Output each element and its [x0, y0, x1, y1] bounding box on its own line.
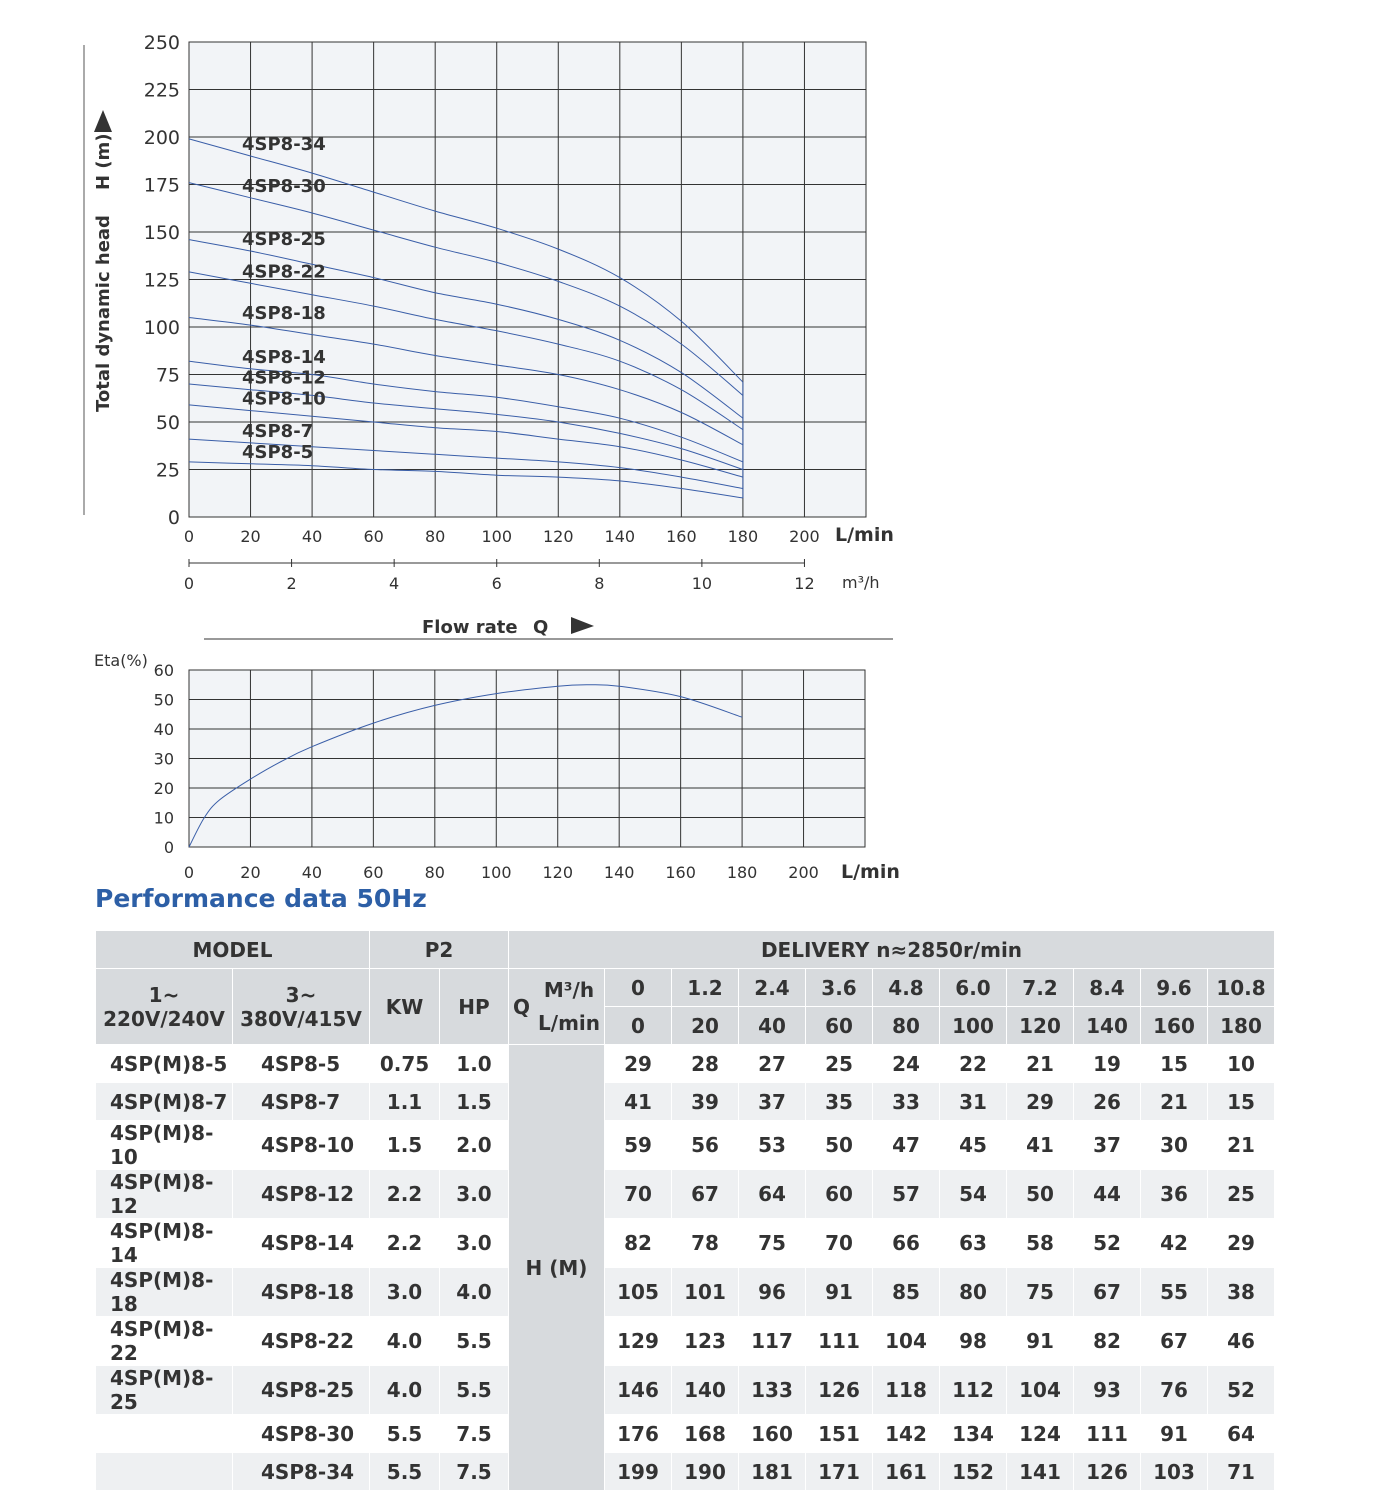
- right-arrow-icon: [571, 617, 594, 634]
- eta-y-tick-label: 60: [153, 661, 174, 680]
- y-tick-label: 175: [143, 174, 180, 197]
- table-row: [96, 1121, 1275, 1170]
- eta-x-ticks: [184, 863, 819, 882]
- head-value-cell: 199: [605, 1453, 672, 1491]
- y-tick-label: 225: [143, 79, 180, 102]
- eta-chart: [0, 650, 1400, 890]
- model-3phase-cell: 4SP8-12: [233, 1170, 370, 1219]
- secondary-tick-label: 6: [491, 574, 502, 593]
- model-3phase-cell: 4SP8-34: [233, 1453, 370, 1491]
- header-row-1: [96, 931, 1275, 969]
- series-label: 4SP8-5: [242, 441, 314, 463]
- head-value-cell: 85: [873, 1268, 940, 1317]
- head-value-cell: 70: [806, 1219, 873, 1268]
- head-value-cell: 36: [1141, 1170, 1208, 1219]
- hp-cell: 7.5: [440, 1453, 509, 1491]
- head-value-cell: 171: [806, 1453, 873, 1491]
- head-value-cell: 103: [1141, 1453, 1208, 1491]
- head-value-cell: 54: [940, 1170, 1007, 1219]
- kw-header: KW: [370, 969, 440, 1045]
- eta-y-tick-label: 20: [153, 779, 174, 798]
- kw-cell: 3.0: [370, 1268, 440, 1317]
- head-value-cell: 66: [873, 1219, 940, 1268]
- head-value-cell: 146: [605, 1366, 672, 1415]
- kw-cell: 4.0: [370, 1317, 440, 1366]
- head-value-cell: 181: [739, 1453, 806, 1491]
- secondary-tick-label: 12: [794, 574, 815, 593]
- x-tick-label: 80: [425, 527, 446, 546]
- head-value-cell: 56: [672, 1121, 739, 1170]
- head-value-cell: 63: [940, 1219, 1007, 1268]
- model-1phase-cell: 4SP(M)8-14: [96, 1219, 233, 1268]
- head-value-cell: 37: [739, 1083, 806, 1121]
- head-value-cell: 134: [940, 1415, 1007, 1453]
- head-value-cell: 15: [1141, 1045, 1208, 1083]
- head-value-cell: 140: [672, 1366, 739, 1415]
- hp-cell: 2.0: [440, 1121, 509, 1170]
- model-1phase-cell: 4SP(M)8-22: [96, 1317, 233, 1366]
- head-x-ticks: [184, 527, 820, 546]
- q-symbol: Q: [513, 994, 531, 1019]
- head-unit-cell: H (M): [509, 1045, 605, 1491]
- head-value-cell: 41: [1007, 1121, 1074, 1170]
- m3h-cell: 10.8: [1208, 969, 1275, 1007]
- model-3phase-cell: 4SP8-22: [233, 1317, 370, 1366]
- head-value-cell: 117: [739, 1317, 806, 1366]
- lmin-cell: 80: [873, 1007, 940, 1045]
- head-value-cell: 44: [1074, 1170, 1141, 1219]
- head-value-cell: 76: [1141, 1366, 1208, 1415]
- eta-x-tick-label: 0: [183, 863, 195, 882]
- head-value-cell: 91: [806, 1268, 873, 1317]
- head-value-cell: 22: [940, 1045, 1007, 1083]
- series-label: 4SP8-30: [242, 175, 326, 197]
- lmin-cell: 0: [605, 1007, 672, 1045]
- head-value-cell: 111: [1074, 1415, 1141, 1453]
- head-value-cell: 71: [1208, 1453, 1275, 1491]
- head-value-cell: 64: [1208, 1415, 1275, 1453]
- eta-x-tick-label: 160: [665, 863, 696, 882]
- head-value-cell: 93: [1074, 1366, 1141, 1415]
- table-row: [96, 1170, 1275, 1219]
- phase1-header: [96, 969, 233, 1045]
- flow-rate-label: Flow rate: [422, 617, 518, 638]
- head-value-cell: 25: [806, 1045, 873, 1083]
- eta-y-tick-label: 50: [153, 690, 174, 710]
- head-value-cell: 91: [1141, 1415, 1208, 1453]
- model-3phase-cell: 4SP8-14: [233, 1219, 370, 1268]
- model-3phase-cell: 4SP8-30: [233, 1415, 370, 1453]
- model-1phase-cell: 4SP(M)8-18: [96, 1268, 233, 1317]
- series-label: 4SP8-7: [242, 420, 314, 442]
- head-value-cell: 29: [605, 1045, 672, 1083]
- x-tick-label: 0: [183, 527, 195, 546]
- x-unit-label: L/min: [835, 524, 894, 546]
- eta-grid: [189, 670, 865, 847]
- head-value-cell: 141: [1007, 1453, 1074, 1491]
- model-3phase-cell: 4SP8-10: [233, 1121, 370, 1170]
- m3h-cell: 1.2: [672, 969, 739, 1007]
- delivery-header: DELIVERY n≈2850r/min: [509, 931, 1275, 969]
- head-value-cell: 41: [605, 1083, 672, 1121]
- eta-y-tick-label: 10: [153, 808, 174, 828]
- phase3-voltage: 380V/415V: [240, 1006, 362, 1031]
- m3h-cell: 0: [605, 969, 672, 1007]
- eta-x-tick-label: 60: [363, 863, 384, 882]
- y-axis-label: Total dynamic head: [93, 215, 114, 412]
- series-label: 4SP8-22: [242, 261, 326, 283]
- m3h-unit: M³/h: [543, 977, 595, 1002]
- model-3phase-cell: 4SP8-25: [233, 1366, 370, 1415]
- kw-cell: 4.0: [370, 1366, 440, 1415]
- lmin-cell: 160: [1141, 1007, 1208, 1045]
- head-value-cell: 52: [1074, 1219, 1141, 1268]
- lmin-unit: L/min: [538, 1010, 600, 1035]
- up-arrow-icon: [94, 110, 112, 132]
- head-y-ticks: [144, 32, 180, 529]
- lmin-cell: 40: [739, 1007, 806, 1045]
- x-tick-label: 160: [666, 527, 697, 546]
- head-value-cell: 70: [605, 1170, 672, 1219]
- lmin-cell: 180: [1208, 1007, 1275, 1045]
- eta-x-tick-label: 200: [788, 863, 819, 882]
- eta-x-unit-label: L/min: [841, 861, 900, 883]
- head-value-cell: 101: [672, 1268, 739, 1317]
- head-value-cell: 29: [1208, 1219, 1275, 1268]
- head-value-cell: 31: [940, 1083, 1007, 1121]
- m3h-cell: 2.4: [739, 969, 806, 1007]
- secondary-tick-label: 0: [183, 574, 195, 593]
- kw-cell: 5.5: [370, 1453, 440, 1491]
- eta-x-tick-label: 140: [603, 863, 635, 882]
- m3h-cell: 7.2: [1007, 969, 1074, 1007]
- lmin-cell: 60: [806, 1007, 873, 1045]
- head-value-cell: 126: [1074, 1453, 1141, 1491]
- head-value-cell: 52: [1208, 1366, 1275, 1415]
- table-row: [96, 1366, 1275, 1415]
- head-value-cell: 133: [739, 1366, 806, 1415]
- head-value-cell: 27: [739, 1045, 806, 1083]
- series-label: 4SP8-10: [242, 388, 326, 410]
- head-value-cell: 37: [1074, 1121, 1141, 1170]
- head-value-cell: 105: [605, 1268, 672, 1317]
- phase3-header: [233, 969, 370, 1045]
- head-value-cell: 57: [873, 1170, 940, 1219]
- lmin-cell: 20: [672, 1007, 739, 1045]
- eta-x-tick-label: 120: [542, 863, 574, 882]
- x-tick-label: 200: [789, 527, 820, 546]
- head-value-cell: 21: [1208, 1121, 1275, 1170]
- x-tick-label: 20: [240, 527, 261, 546]
- head-value-cell: 21: [1141, 1083, 1208, 1121]
- head-value-cell: 67: [672, 1170, 739, 1219]
- performance-title: Performance data 50Hz: [95, 884, 427, 913]
- head-value-cell: 118: [873, 1366, 940, 1415]
- head-value-cell: 39: [672, 1083, 739, 1121]
- hp-cell: 7.5: [440, 1415, 509, 1453]
- y-tick-label: 100: [143, 317, 180, 339]
- head-value-cell: 42: [1141, 1219, 1208, 1268]
- model-1phase-cell: 4SP(M)8-12: [96, 1170, 233, 1219]
- head-value-cell: 21: [1007, 1045, 1074, 1083]
- m3h-cell: 6.0: [940, 969, 1007, 1007]
- table-row: [96, 1219, 1275, 1268]
- eta-y-label: Eta(%): [94, 651, 148, 670]
- eta-y-tick-label: 40: [153, 720, 174, 739]
- x-tick-label: 40: [301, 527, 323, 546]
- head-value-cell: 24: [873, 1045, 940, 1083]
- secondary-tick-label: 4: [389, 574, 400, 593]
- y-tick-label: 125: [143, 269, 180, 292]
- y-tick-label: 50: [155, 412, 180, 434]
- series-label: 4SP8-14: [242, 346, 326, 368]
- secondary-tick-label: 10: [691, 574, 713, 593]
- secondary-tick-label: 8: [594, 574, 605, 593]
- head-value-cell: 26: [1074, 1083, 1141, 1121]
- eta-y-tick-label: 0: [163, 838, 174, 857]
- series-label: 4SP8-12: [242, 367, 326, 389]
- eta-x-tick-label: 180: [726, 863, 758, 882]
- eta-y-ticks: [154, 661, 174, 857]
- p2-header: P2: [370, 931, 509, 969]
- head-value-cell: 104: [1007, 1366, 1074, 1415]
- q-units-header: [509, 969, 605, 1045]
- head-value-cell: 82: [1074, 1317, 1141, 1366]
- flow-symbol: Q: [533, 617, 549, 638]
- model-1phase-cell: 4SP(M)8-10: [96, 1121, 233, 1170]
- head-value-cell: 28: [672, 1045, 739, 1083]
- performance-table-body: [96, 1045, 1275, 1491]
- head-value-cell: 176: [605, 1415, 672, 1453]
- head-value-cell: 75: [739, 1219, 806, 1268]
- eta-x-tick-label: 40: [301, 863, 323, 882]
- head-value-cell: 50: [806, 1121, 873, 1170]
- head-value-cell: 91: [1007, 1317, 1074, 1366]
- model-1phase-cell: 4SP(M)8-5: [96, 1045, 233, 1083]
- head-value-cell: 80: [940, 1268, 1007, 1317]
- model-1phase-cell: [96, 1453, 233, 1491]
- kw-cell: 0.75: [370, 1045, 440, 1083]
- table-row: [96, 1045, 1275, 1083]
- kw-cell: 2.2: [370, 1219, 440, 1268]
- model-1phase-cell: [96, 1415, 233, 1453]
- head-value-cell: 29: [1007, 1083, 1074, 1121]
- head-value-cell: 126: [806, 1366, 873, 1415]
- model-header: MODEL: [96, 931, 370, 969]
- y-tick-label: 250: [143, 32, 180, 54]
- phase1-voltage: 220V/240V: [103, 1006, 225, 1031]
- hp-cell: 3.0: [440, 1219, 509, 1268]
- table-row: [96, 1453, 1275, 1491]
- hp-cell: 5.5: [440, 1317, 509, 1366]
- x-tick-label: 100: [481, 527, 513, 546]
- y-tick-label: 0: [167, 507, 180, 529]
- head-value-cell: 46: [1208, 1317, 1275, 1366]
- model-1phase-cell: 4SP(M)8-25: [96, 1366, 233, 1415]
- secondary-tick-label: 2: [286, 574, 297, 593]
- y-tick-label: 75: [155, 364, 180, 387]
- model-3phase-cell: 4SP8-5: [233, 1045, 370, 1083]
- series-label: 4SP8-34: [242, 134, 326, 155]
- head-value-cell: 129: [605, 1317, 672, 1366]
- head-value-cell: 112: [940, 1366, 1007, 1415]
- head-value-cell: 15: [1208, 1083, 1275, 1121]
- x-tick-label: 180: [727, 527, 759, 546]
- performance-table: [95, 930, 1275, 1491]
- m3h-cell: 8.4: [1074, 969, 1141, 1007]
- head-value-cell: 58: [1007, 1219, 1074, 1268]
- hp-header: HP: [440, 969, 509, 1045]
- head-value-cell: 59: [605, 1121, 672, 1170]
- y-tick-label: 200: [143, 127, 180, 149]
- phase1-symbol: 1~: [148, 982, 180, 1007]
- m3h-cell: 4.8: [873, 969, 940, 1007]
- head-value-cell: 142: [873, 1415, 940, 1453]
- head-value-cell: 111: [806, 1317, 873, 1366]
- head-value-cell: 47: [873, 1121, 940, 1170]
- kw-cell: 1.5: [370, 1121, 440, 1170]
- model-3phase-cell: 4SP8-18: [233, 1268, 370, 1317]
- eta-x-tick-label: 20: [240, 863, 261, 882]
- head-value-cell: 33: [873, 1083, 940, 1121]
- hp-cell: 3.0: [440, 1170, 509, 1219]
- table-row: [96, 1083, 1275, 1121]
- hp-cell: 5.5: [440, 1366, 509, 1415]
- head-value-cell: 123: [672, 1317, 739, 1366]
- head-value-cell: 25: [1208, 1170, 1275, 1219]
- head-value-cell: 104: [873, 1317, 940, 1366]
- head-value-cell: 30: [1141, 1121, 1208, 1170]
- head-value-cell: 67: [1141, 1317, 1208, 1366]
- eta-x-tick-label: 100: [480, 863, 512, 882]
- head-value-cell: 78: [672, 1219, 739, 1268]
- y-tick-label: 25: [155, 459, 180, 482]
- head-value-cell: 60: [806, 1170, 873, 1219]
- head-value-cell: 45: [940, 1121, 1007, 1170]
- head-value-cell: 151: [806, 1415, 873, 1453]
- series-label: 4SP8-18: [242, 303, 326, 325]
- m3h-cell: 3.6: [806, 969, 873, 1007]
- lmin-cell: 120: [1007, 1007, 1074, 1045]
- head-value-cell: 82: [605, 1219, 672, 1268]
- header-row-2: [96, 969, 1275, 1007]
- kw-cell: 1.1: [370, 1083, 440, 1121]
- x-tick-label: 120: [542, 527, 574, 546]
- head-value-cell: 161: [873, 1453, 940, 1491]
- head-value-cell: 64: [739, 1170, 806, 1219]
- x-tick-label: 60: [363, 527, 384, 546]
- head-value-cell: 168: [672, 1415, 739, 1453]
- head-value-cell: 160: [739, 1415, 806, 1453]
- y-axis-symbol: H (m): [93, 133, 114, 190]
- head-value-cell: 152: [940, 1453, 1007, 1491]
- lmin-cell: 100: [940, 1007, 1007, 1045]
- head-value-cell: 190: [672, 1453, 739, 1491]
- hp-cell: 4.0: [440, 1268, 509, 1317]
- table-row: [96, 1268, 1275, 1317]
- head-value-cell: 67: [1074, 1268, 1141, 1317]
- kw-cell: 2.2: [370, 1170, 440, 1219]
- y-tick-label: 150: [143, 222, 180, 244]
- head-value-cell: 10: [1208, 1045, 1275, 1083]
- kw-cell: 5.5: [370, 1415, 440, 1453]
- hp-cell: 1.0: [440, 1045, 509, 1083]
- m3h-cell: 9.6: [1141, 969, 1208, 1007]
- model-3phase-cell: 4SP8-7: [233, 1083, 370, 1121]
- lmin-cell: 140: [1074, 1007, 1141, 1045]
- head-value-cell: 38: [1208, 1268, 1275, 1317]
- head-value-cell: 98: [940, 1317, 1007, 1366]
- phase3-symbol: 3~: [285, 982, 317, 1007]
- head-value-cell: 53: [739, 1121, 806, 1170]
- head-value-cell: 35: [806, 1083, 873, 1121]
- head-value-cell: 124: [1007, 1415, 1074, 1453]
- eta-y-tick-label: 30: [153, 749, 174, 769]
- hp-cell: 1.5: [440, 1083, 509, 1121]
- secondary-unit-label: m³/h: [842, 573, 880, 592]
- table-row: [96, 1317, 1275, 1366]
- series-label: 4SP8-25: [242, 229, 326, 250]
- head-value-cell: 96: [739, 1268, 806, 1317]
- eta-x-tick-label: 80: [424, 863, 445, 882]
- table-row: [96, 1415, 1275, 1453]
- model-1phase-cell: 4SP(M)8-7: [96, 1083, 233, 1121]
- head-value-cell: 75: [1007, 1268, 1074, 1317]
- head-value-cell: 50: [1007, 1170, 1074, 1219]
- secondary-x-ticks: [184, 559, 815, 593]
- x-tick-label: 140: [604, 527, 636, 546]
- head-value-cell: 55: [1141, 1268, 1208, 1317]
- head-value-cell: 19: [1074, 1045, 1141, 1083]
- head-chart: [0, 0, 1400, 650]
